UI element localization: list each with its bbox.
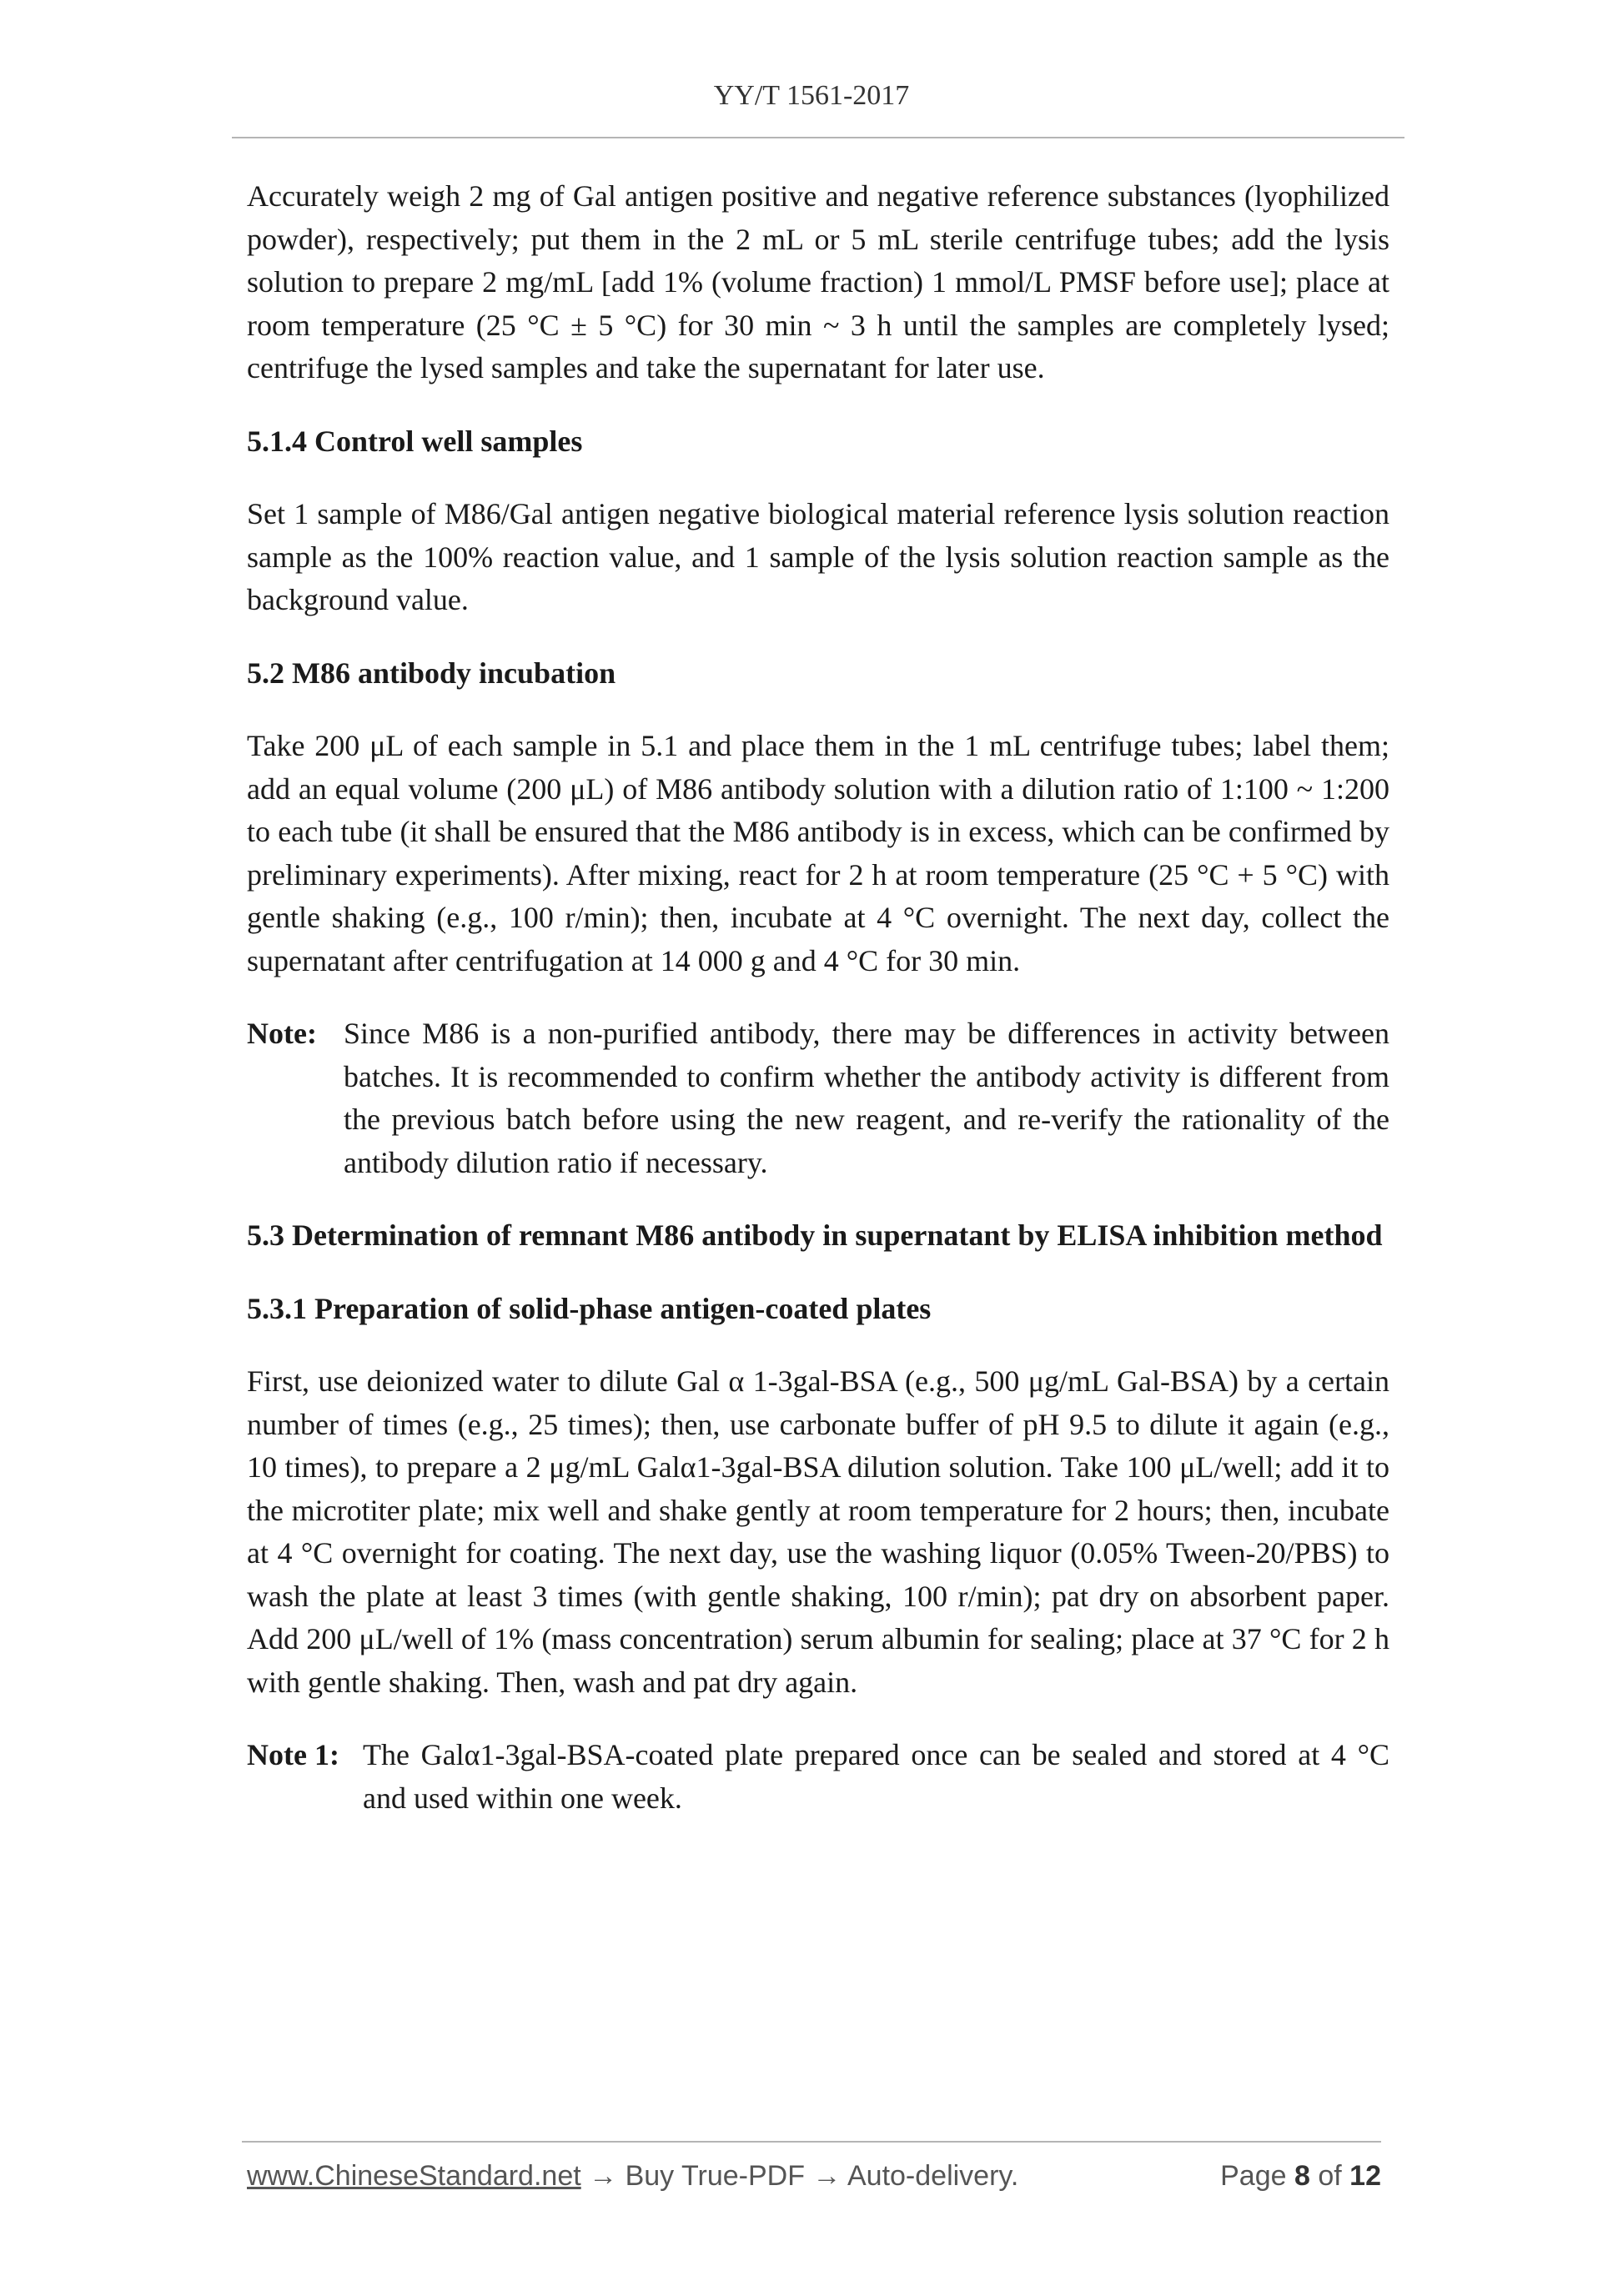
note-text: Since M86 is a non-purified antibody, there may be differences in activity between batches. It is recommended to confirm whether the antibody activity is different from the previous batch before using the new reagent, and re-verify the rationality of the antibody dilution ratio if necessary. bbox=[344, 1017, 1389, 1179]
note-label: Note: bbox=[247, 1017, 317, 1050]
paragraph-control-well-samples: Set 1 sample of M86/Gal antigen negative biological material reference lysis solution reaction sample as the 100% reaction value, and 1 sample of the lysis solution reaction sample as the background value. bbox=[247, 497, 1389, 616]
total-page-number: 12 bbox=[1349, 2160, 1381, 2192]
paragraph-coated-plates: First, use deionized water to dilute Gal α 1-3gal-BSA (e.g., 500 μg/mL Gal-BSA) by a certain number of times (e.g., 25 times); then, use carbonate buffer of pH 9.5 to dilute it again (e.g., 10 times), to prepare a 2 μg/mL Galα1-3gal-BSA dilution solution. Take 100 μL/well; add it to the microtiter plate; mix well and shake gently at room temperature for 2 hours; then, incubate at 4 °C overnight for coating. The next day, use the washing liquor (0.05% Tween-20/PBS) to wash the plate at least 3 times (with gentle shaking, 100 r/min); pat dry on absorbent paper. Add 200 μL/well of 1% (mass concentration) serum albumin for sealing; place at 37 °C for 2 h with gentle shaking. Then, wash and pat dry again. bbox=[247, 1364, 1389, 1699]
note-antibody-activity bbox=[247, 1012, 1389, 1184]
footer-tagline: → Buy True-PDF → Auto-delivery. bbox=[580, 2160, 1019, 2192]
page-number-indicator bbox=[1220, 2160, 1381, 2193]
section-heading-5-3: 5.3 Determination of remnant M86 antibody in supernatant by ELISA inhibition method bbox=[247, 1218, 1383, 1252]
footer-promo bbox=[247, 2160, 1018, 2193]
paragraph-sample-preparation: Accurately weigh 2 mg of Gal antigen positive and negative reference substances (lyophilized powder), respectively; put them in the 2 mL or 5 mL sterile centrifuge tubes; add the lysis solution to prepare 2 mg/mL [add 1% (volume fraction) 1 mmol/L PMSF before use]; place at room temperature (25 °C ± 5 °C) for 30 min ~ 3 h until the samples are completely lysed; centrifuge the lysed samples and take the supernatant for later use. bbox=[247, 179, 1389, 384]
page-footer bbox=[247, 2160, 1381, 2202]
current-page-number: 8 bbox=[1294, 2160, 1310, 2192]
page-word: Page bbox=[1220, 2160, 1287, 2192]
note-text: The Galα1-3gal-BSA-coated plate prepared once can be sealed and stored at 4 °C and used within one week. bbox=[363, 1738, 1389, 1815]
note-coated-plate-storage bbox=[247, 1734, 1389, 1820]
website-link[interactable]: www.ChineseStandard.net bbox=[247, 2160, 581, 2192]
footer-divider bbox=[242, 2141, 1381, 2143]
section-heading-5-2: 5.2 M86 antibody incubation bbox=[247, 656, 616, 690]
paragraph-antibody-incubation: Take 200 μL of each sample in 5.1 and place them in the 1 mL centrifuge tubes; label them; add an equal volume (200 μL) of M86 antibody solution with a dilution ratio of 1:100 ~ 1:200 to each tube (it shall be ensured that the M86 antibody is in excess, which can be confirmed by preliminary experiments). After mixing, react for 2 h at room temperature (25 °C + 5 °C) with gentle shaking (e.g., 100 r/min); then, incubate at 4 °C overnight. The next day, collect the supernatant after centrifugation at 14 000 g and 4 °C for 30 min. bbox=[247, 729, 1389, 977]
page-header-standard-code: YY/T 1561-2017 bbox=[713, 80, 910, 111]
page-content bbox=[247, 175, 1389, 1850]
note-label: Note 1: bbox=[247, 1738, 339, 1771]
section-heading-5-3-1: 5.3.1 Preparation of solid-phase antigen-coated plates bbox=[247, 1291, 932, 1325]
section-heading-5-1-4: 5.1.4 Control well samples bbox=[247, 424, 583, 458]
header-divider bbox=[232, 137, 1404, 138]
of-word: of bbox=[1318, 2160, 1342, 2192]
